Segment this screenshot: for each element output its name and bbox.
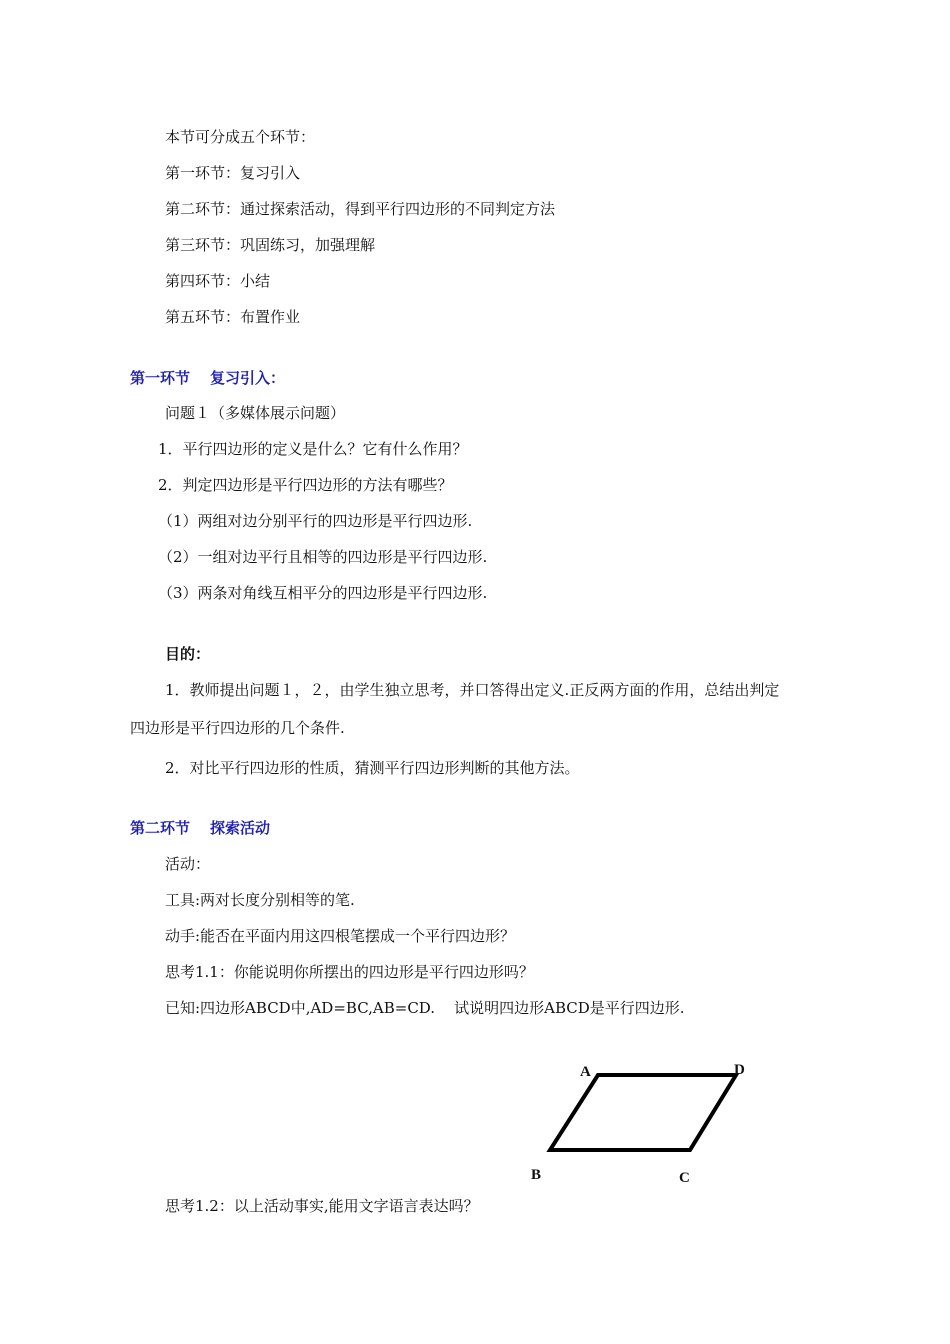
think-1-2: 思考1.2：以上活动事实,能用文字语言表达吗？	[165, 1197, 479, 1215]
tools-text: 工具:两对长度分别相等的笔.	[165, 891, 355, 909]
question-2: 2．判定四边形是平行四边形的方法有哪些？	[158, 476, 453, 494]
section2-heading-number: 第二环节	[130, 819, 191, 837]
parallelogram-abcd	[550, 1075, 736, 1150]
hands-on-text: 动手:能否在平面内用这四根笔摆成一个平行四边形？	[165, 927, 516, 945]
method-3: （3）两条对角线互相平分的四边形是平行四边形.	[158, 584, 488, 602]
vertex-label-c: C	[679, 1170, 690, 1186]
purpose-1-line-1: 1．教师提出问题１，２，由学生独立思考，并口答得出定义.正反两方面的作用，总结出判定	[165, 681, 780, 699]
method-1: （1）两组对边分别平行的四边形是平行四边形.	[158, 512, 473, 530]
activity-label: 活动：	[165, 855, 211, 873]
intro-step-2: 第二环节：通过探索活动，得到平行四边形的不同判定方法	[165, 200, 556, 218]
intro-step-4: 第四环节：小结	[165, 272, 271, 290]
method-2: （2）一组对边平行且相等的四边形是平行四边形.	[158, 548, 488, 566]
intro-step-1: 第一环节：复习引入	[165, 164, 301, 182]
section1-heading-title: 复习引入：	[210, 369, 286, 387]
intro-step-5: 第五环节：布置作业	[165, 308, 301, 326]
think-1-1: 思考1.1：你能说明你所摆出的四边形是平行四边形吗？	[165, 963, 534, 981]
section1-heading-number: 第一环节	[130, 369, 191, 387]
vertex-label-d: D	[734, 1062, 745, 1078]
purpose-1-line-2: 四边形是平行四边形的几个条件.	[130, 719, 345, 737]
question-1: 1．平行四边形的定义是什么？它有什么作用？	[158, 440, 468, 458]
question-intro: 问题１（多媒体展示问题）	[165, 404, 346, 422]
intro-step-3: 第三环节：巩固练习，加强理解	[165, 236, 376, 254]
given-text: 已知:四边形ABCD中,AD=BC,AB=CD. 试说明四边形ABCD是平行四边形.	[165, 999, 685, 1017]
intro-overview: 本节可分成五个环节：	[165, 128, 316, 146]
section2-heading	[130, 818, 270, 838]
vertex-label-a: A	[580, 1064, 591, 1080]
purpose-2: 2．对比平行四边形的性质，猜测平行四边形判断的其他方法。	[165, 759, 580, 777]
vertex-label-b: B	[531, 1167, 542, 1183]
section2-heading-title: 探索活动	[210, 819, 271, 837]
section1-heading	[130, 368, 285, 388]
purpose-label: 目的：	[165, 645, 211, 663]
